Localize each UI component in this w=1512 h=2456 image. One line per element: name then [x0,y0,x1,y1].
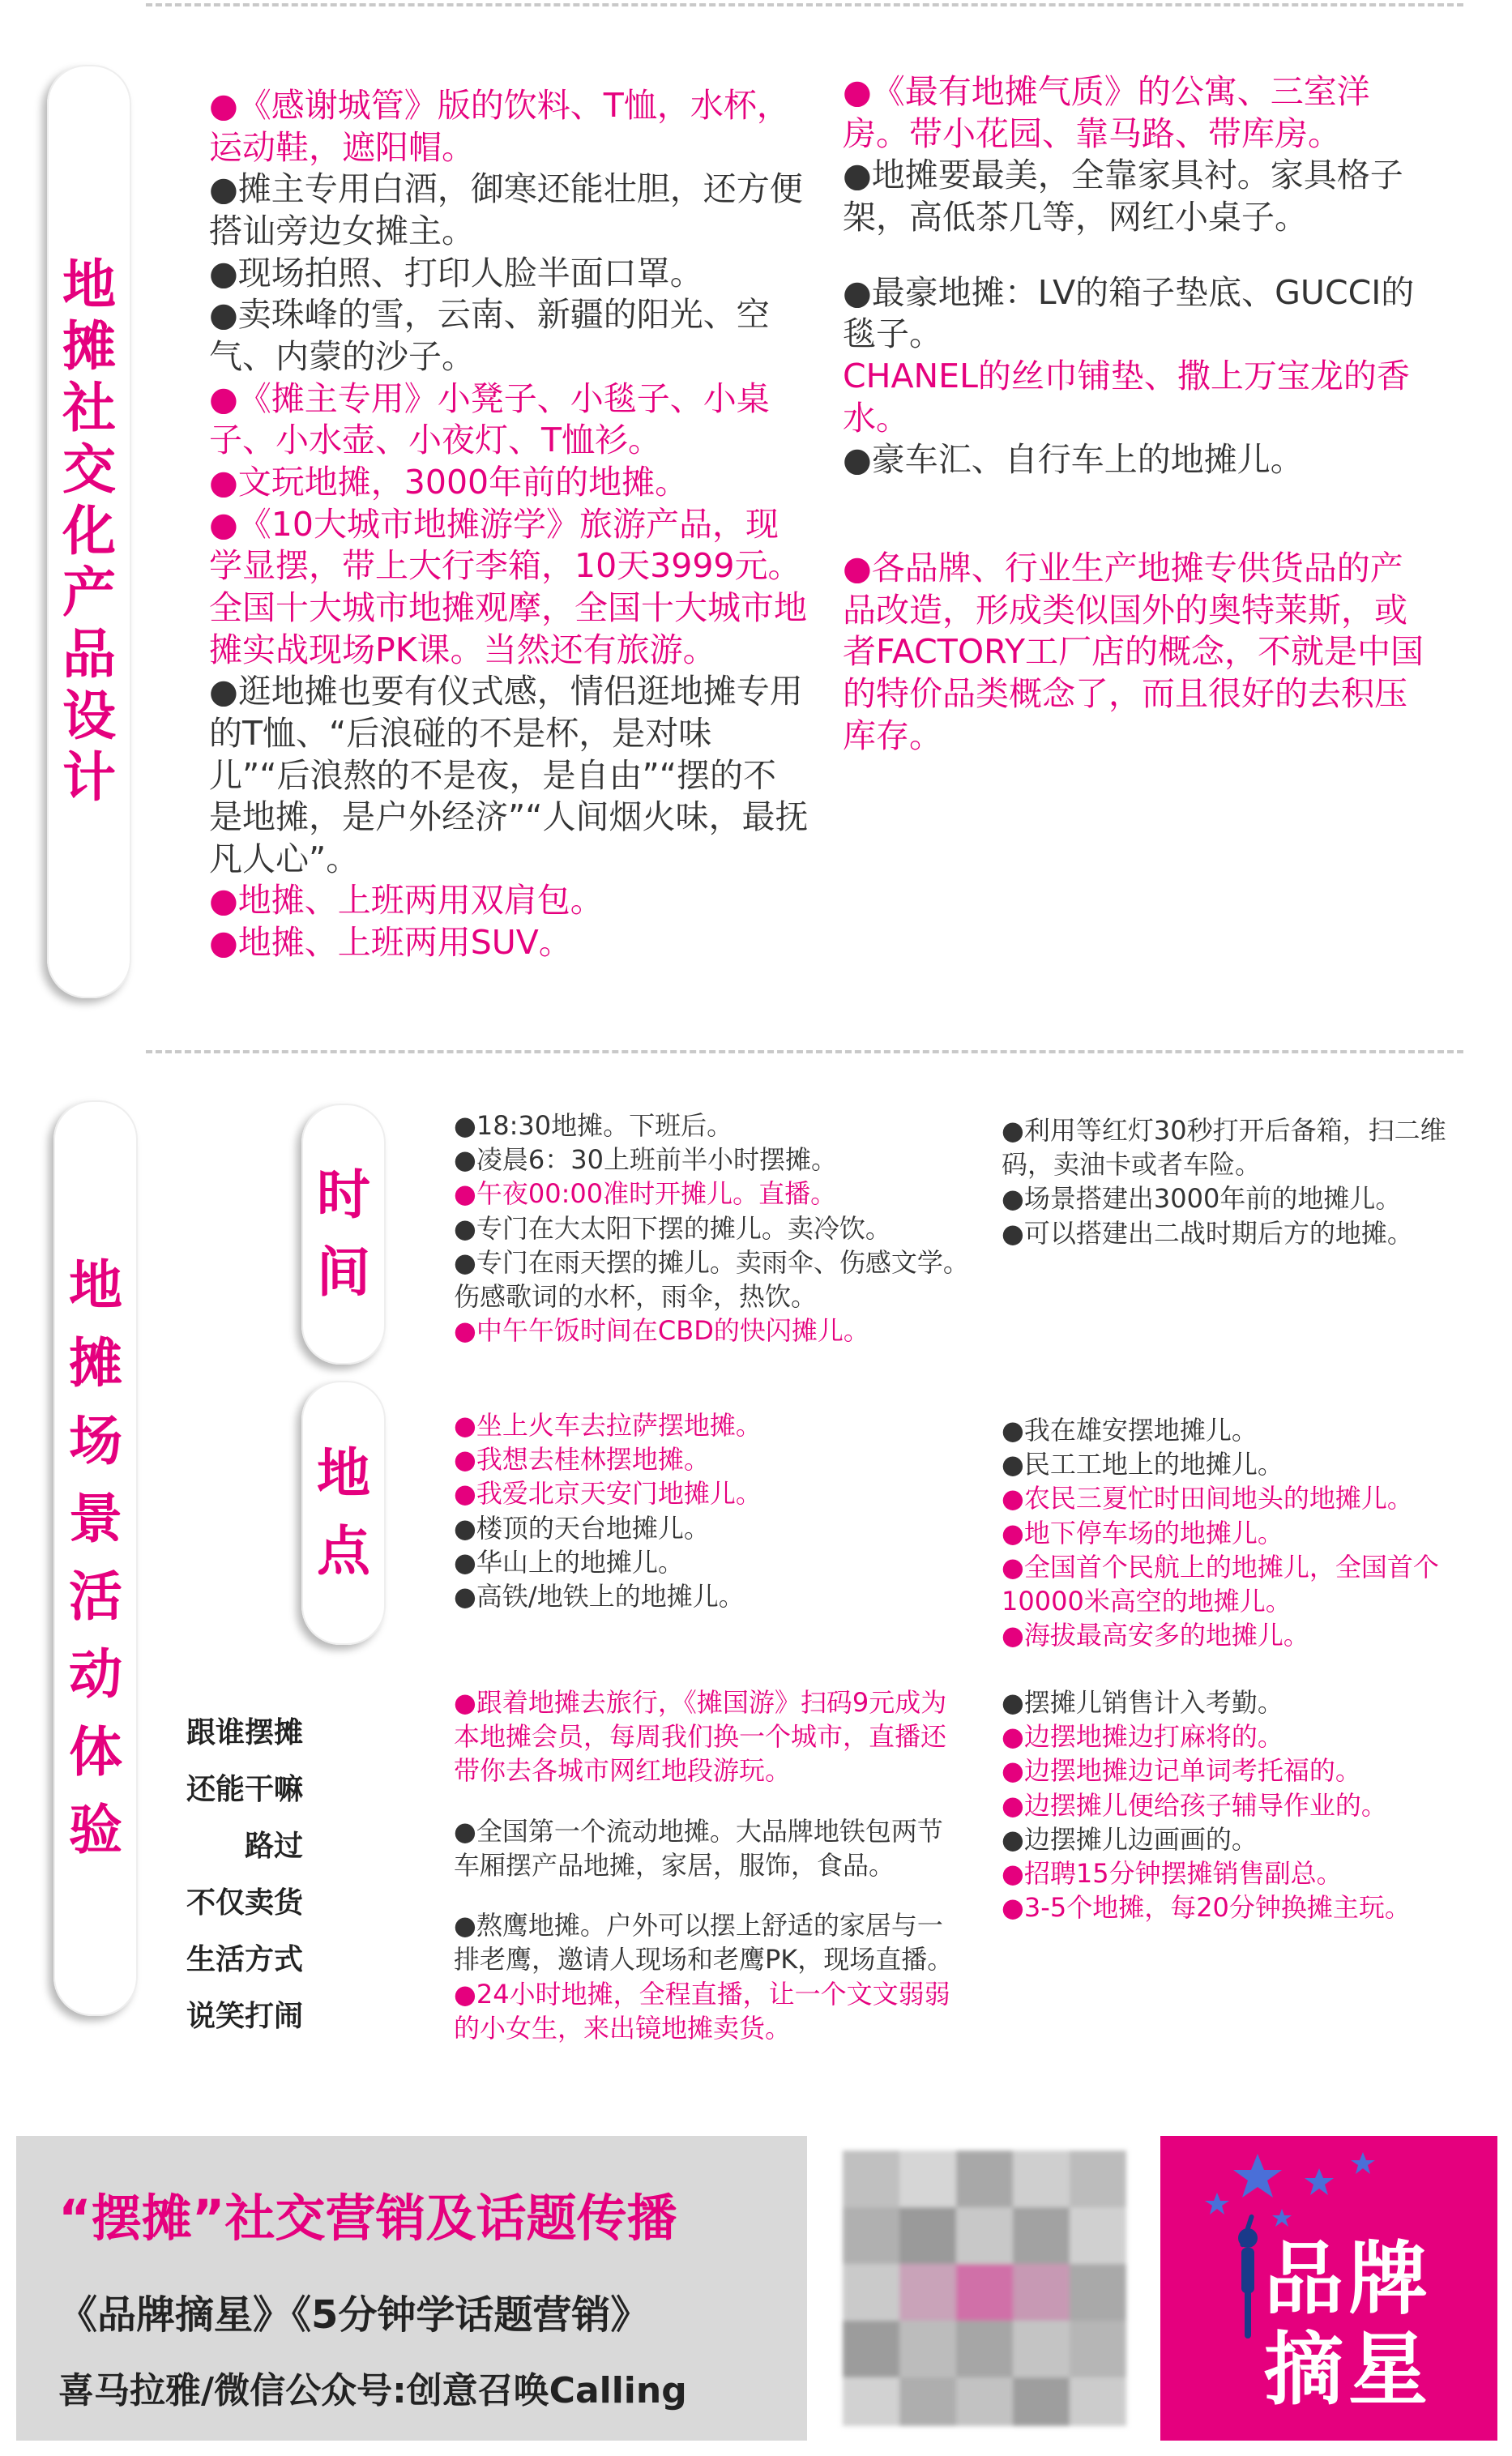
spacer [843,515,1426,548]
bullet-item: ●利用等红灯30秒打开后备箱，扫二维码，卖油卡或者车险。 [1002,1115,1446,1181]
title-char: 社 [62,377,116,439]
title-char: 地 [69,1254,122,1317]
title-char: 产 [62,562,116,624]
section2-title [53,1100,138,2016]
footer-account: 喜马拉雅/微信公众号:创意召唤Calling [58,2370,687,2411]
bullet-item: ●我想去桂林摆地摊。 [454,1444,710,1476]
bullet-item: ●中午午饭时间在CBD的快闪摊儿。 [454,1315,869,1347]
title-char: 体 [69,1721,122,1783]
middle-divider [146,1050,1463,1053]
bullet-item: ●地摊、上班两用双肩包。 [209,881,604,920]
title-char: 计 [62,746,116,809]
bullet-item: ●地摊要最美，全靠家具衬。家具格子架，高低茶几等，网红小桌子。 [843,156,1403,237]
bullet-item: ●场景搭建出3000年前的地摊儿。 [1002,1183,1402,1215]
bullet-item: ●可以搭建出二战时期后方的地摊。 [1002,1217,1413,1249]
spacer [843,481,1426,515]
spacer [843,239,1426,272]
bullet-item: ●《最有地摊气质》的公寓、三室洋房。带小花园、靠马路、带库房。 [843,72,1370,153]
bullet-item: ●农民三夏忙时田间地头的地摊儿。 [1002,1483,1413,1514]
footer-books: 《品牌摘星》《5分钟学话题营销》 [58,2292,650,2338]
qr-code-image [825,2136,1147,2441]
bullet-item: ●凌晨6：30上班前半小时摆摊。 [454,1144,838,1176]
extra-column-1 [454,1685,956,2045]
bullet-item: ●民工工地上的地摊儿。 [1002,1449,1283,1480]
section1-column-1 [209,85,809,964]
bullet-item: ●高铁/地铁上的地摊儿。 [454,1581,745,1612]
title-char: 间 [317,1241,370,1304]
title-char: 场 [69,1410,122,1472]
logo-line-1: 品牌 [1264,2233,1433,2326]
bullet-item: ●24小时地摊，全程直播，让一个文文弱弱的小女生，来出镜地摊卖货。 [454,1978,950,2044]
time-column-1 [454,1108,989,1348]
bullet-item: ●招聘15分钟摆摊销售副总。 [1002,1858,1343,1890]
side-label: 不仅卖货 [186,1886,303,1920]
bullet-item: ●摆摊儿销售计入考勤。 [1002,1687,1283,1718]
bullet-item: ●楼顶的天台地摊儿。 [454,1512,710,1544]
bullet-item: ●卖珠峰的雪，云南、新疆的阳光、空气、内蒙的沙子。 [209,295,770,376]
bullet-item: ●全国第一个流动地摊。大品牌地铁包两节车厢摆产品地摊，家居，服饰，食品。 [454,1815,943,1881]
side-label: 说笑打闹 [186,2000,303,2033]
title-char: 地 [62,254,116,316]
bullet-item: ●专门在大太阳下摆的摊儿。卖冷饮。 [454,1212,891,1244]
figure-icon [1238,2214,1258,2339]
star-icon [1205,2152,1375,2227]
bullet-item: ●熬鹰地摊。户外可以摆上舒适的家居与一排老鹰，邀请人现场和老鹰PK，现场直播。 [454,1910,954,1975]
logo-line-2: 摘星 [1264,2324,1433,2416]
title-char: 摊 [69,1332,122,1395]
bullet-item: ●我在雄安摆地摊儿。 [1002,1415,1258,1446]
bullet-item: ●跟着地摊去旅行，《摊国游》扫码9元成为本地摊会员，每周我们换一个城市，直播还带你去各城市网红地段游玩。 [454,1687,947,1787]
side-label: 跟谁摆摊 [186,1716,303,1749]
bullet-item: ●现场拍照、打印人脸半面口罩。 [209,253,703,293]
place-column-2 [1002,1413,1455,1653]
top-divider [146,3,1463,6]
bullet-item: ●边摆摊儿便给孩子辅导作业的。 [1002,1789,1387,1821]
title-char: 景 [69,1488,122,1550]
title-char: 交 [62,438,116,501]
bullet-item: ●地摊、上班两用SUV。 [209,923,572,963]
side-label: 路过 [244,1830,303,1863]
bullet-item: ●逛地摊也要有仪式感，情侣逛地摊专用的T恤、“后浪碰的不是杯，是对味儿”“后浪熬的不是夜，是自由”“摆的不是地摊，是户外经济”“人间烟火味，最抚凡人心”。 [209,672,809,878]
bullet-item: ●各品牌、行业生产地摊专供货品的产品改造，形成类似国外的奥特莱斯，或者FACTORY工厂店的概念，不就是中国的特价品类概念了，而且很好的去积压库存。 [843,548,1424,755]
bullet-item: ●专门在雨天摆的摊儿。卖雨伞、伤感文学。伤感歌词的水杯，雨伞，热饮。 [454,1246,969,1313]
place-label [301,1381,386,1645]
side-label: 还能干嘛 [186,1773,303,1806]
bullet-item: ●《摊主专用》小凳子、小毯子、小桌子、小水壶、小夜灯、T恤衫。 [209,378,770,460]
bullet-item: ●最豪地摊：LV的箱子垫底、GUCCI的毯子。 [843,272,1415,354]
title-char: 点 [317,1520,370,1583]
title-char: 验 [69,1799,122,1861]
bullet-item: ●地下停车场的地摊儿。 [1002,1517,1283,1548]
bullet-item: ●《10大城市地摊游学》旅游产品，现学显摆，带上大行李箱，10天3999元。全国十大城市地摊观摩，全国十大城市地摊实战现场PK课。当然还有旅游。 [209,504,807,669]
time-column-2 [1002,1113,1455,1250]
spacer [454,1882,956,1908]
title-char: 地 [317,1442,370,1505]
bullet-item: ●边摆摊儿边画画的。 [1002,1823,1258,1855]
title-char: 动 [69,1643,122,1706]
title-char: 品 [62,623,116,686]
bullet-item: CHANEL的丝巾铺垫、撒上万宝龙的香水。 [843,356,1410,438]
title-char: 活 [69,1565,122,1628]
place-column-1 [454,1408,989,1613]
bullet-item: ●坐上火车去拉萨摆地摊。 [454,1410,762,1441]
bullet-item: ●18:30地摊。下班后。 [454,1110,733,1141]
bullet-item: ●全国首个民航上的地摊儿，全国首个10000米高空的地摊儿。 [1002,1551,1439,1617]
bullet-item: ●3-5个地摊，每20分钟换摊主玩。 [1002,1892,1411,1924]
brand-logo [1160,2136,1497,2441]
section1-title [47,65,131,998]
title-char: 摊 [62,315,116,378]
side-labels [165,1705,303,2045]
title-char: 化 [62,500,116,562]
title-char: 设 [62,685,116,747]
bullet-item: ●边摆地摊边记单词考托福的。 [1002,1755,1361,1787]
bullet-item: ●我爱北京天安门地摊儿。 [454,1478,762,1510]
time-label [301,1104,386,1365]
spacer [454,1788,956,1814]
side-label: 生活方式 [186,1943,303,1976]
bullet-item: ●《感谢城管》版的饮料、T恤，水杯，运动鞋，遮阳帽。 [209,86,790,167]
bullet-item: ●文玩地摊，3000年前的地摊。 [209,462,689,502]
bullet-item: ●华山上的地摊儿。 [454,1546,684,1578]
bullet-item: ●豪车汇、自行车上的地摊儿。 [843,440,1304,480]
footer-headline: “摆摊”社交营销及话题传播 [58,2189,677,2248]
bullet-item: ●午夜00:00准时开摊儿。直播。 [454,1178,837,1210]
bullet-item: ●摊主专用白酒，御寒还能壮胆，还方便搭讪旁边女摊主。 [209,169,803,250]
extra-column-2 [1002,1685,1455,1925]
bullet-item: ●海拔最高安多的地摊儿。 [1002,1620,1309,1651]
section1-column-2 [843,71,1426,757]
bullet-item: ●边摆地摊边打麻将的。 [1002,1721,1283,1753]
title-char: 时 [317,1164,370,1226]
